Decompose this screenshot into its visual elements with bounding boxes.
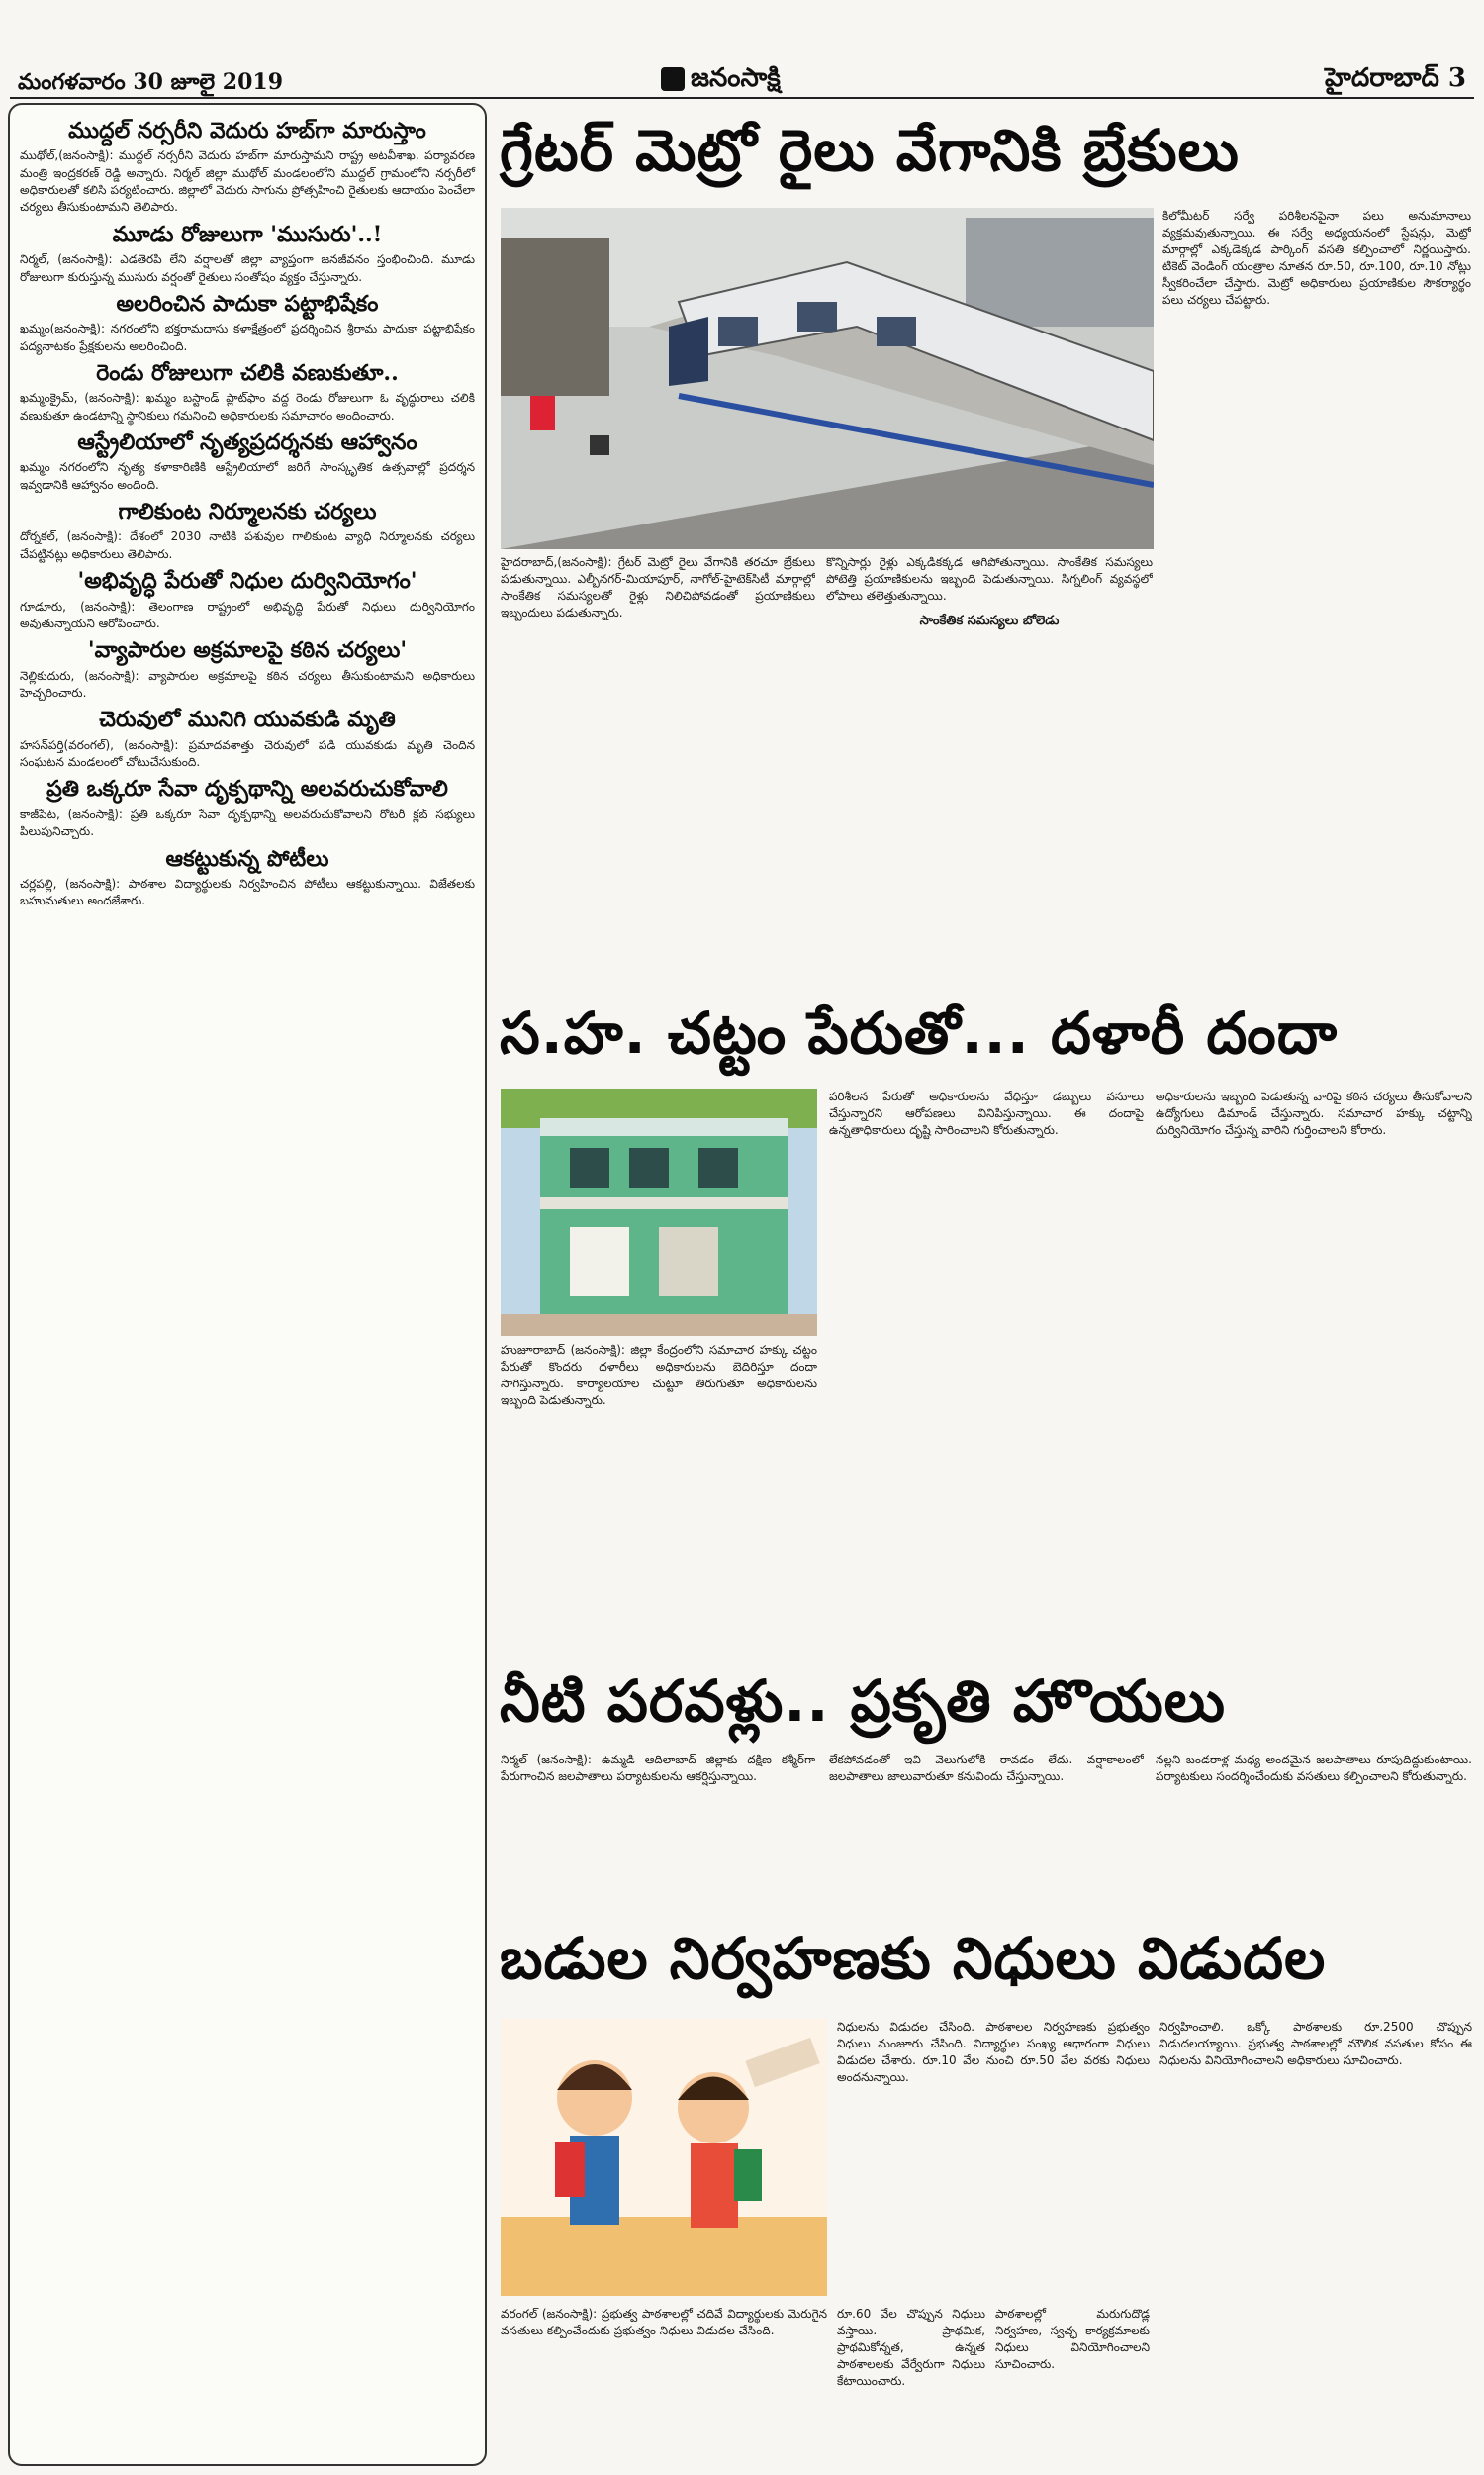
sidebar-article [20,777,475,840]
waterfall-headline: నీటి పరవళ్లు.. ప్రకృతి హొయలు [500,1667,1226,1735]
students-illustration [501,2019,827,2296]
article-body: చర్లపల్లి, (జనంసాక్షి): పాఠశాల విద్యార్థులకు నిర్వహించిన పోటీలు ఆకట్టుకున్నాయి. విజేతలకు బహుమతులు అందజేశారు. [20,876,475,908]
schools-headline: బడుల నిర్వహణకు నిధులు విడుదల [500,1925,1327,1992]
article-headline: ఆస్ట్రేలియాలో నృత్యప్రదర్శనకు ఆహ్వానం [77,429,417,456]
sidebar-article [20,708,475,771]
article-headline: ఆకట్టుకున్న పోటీలు [165,845,329,872]
article-body: దోర్నకల్, (జనంసాక్షి): దేశంలో 2030 నాటికి పశువుల గాలికుంట వ్యాధి నిర్మూలనకు చర్యలు చేపట్టినట్లు అధికారులు తెలిపారు. [20,529,475,561]
article-headline: చెరువులో మునిగి యువకుడి మృతి [99,707,396,733]
sidebar-article [20,361,475,425]
article-headline: మూడు రోజులుగా 'ముసురు'..! [112,221,383,247]
sidebar-article [20,569,475,632]
article-body: ఖమ్మం నగరంలోని నృత్య కళాకారిణికి ఆస్ట్రేలియాలో జరిగే సాంస్కృతిక ఉత్సవాల్లో ప్రదర్శన ఇవ్వడానికి ఆహ్వానం అందింది. [20,460,475,492]
newspaper-logo [661,63,781,99]
logo-icon [661,67,685,91]
waterfall-body-middle: లేకపోవడంతో ఇవి వెలుగులోకి రావడం లేదు. వర్షాకాలంలో జలపాతాలు జాలువారుతూ కనువిందు చేస్తున్నాయి. [829,1753,1144,1784]
metro-subhead: సాంకేతిక సమస్యలు బోలెడు [919,614,1060,629]
waterfall-body-right: నల్లని బండరాళ్ల మధ్య అందమైన జలపాతాలు రూపుదిద్దుకుంటాయి. పర్యాటకులు సందర్శించేందుకు వసతులు కల్పించాలని కోరుతున్నారు. [1156,1753,1472,1784]
sidebar-article [20,119,475,217]
sidebar-article [20,292,475,355]
metro-body-middle [826,554,1153,980]
article-headline: ముద్దల్ నర్సరీని వెదురు హబ్‌గా మారుస్తాం [68,118,426,143]
schools-body-b: నిర్వహించాలి. ఒక్కో పాఠశాలకు రూ.2500 చొప్పున విడుదలయ్యాయి. ప్రభుత్వ పాఠశాలల్లో మౌలిక వసతుల కోసం ఈ నిధులను వినియోగించాలని అధికారులు సూచించారు. [1159,2020,1472,2068]
article-headline: ప్రతి ఒక్కరూ సేవా దృక్పథాన్ని అలవరుచుకోవాలి [46,776,448,803]
schools-body-a: నిధులను విడుదల చేసింది. పాఠశాలల నిర్వహణకు ప్రభుత్వం నిధులు మంజూరు చేసింది. విద్యార్థుల సంఖ్య ఆధారంగా నిధులు విడుదల చేశారు. రూ.10 వేల నుంచి రూ.50 వేల వరకు నిధులు అందనున్నాయి. [837,2020,1150,2085]
dalari-body-middle: పరిశీలన పేరుతో అధికారులను వేధిస్తూ డబ్బులు వసూలు చేస్తున్నారని ఆరోపణలు వినిపిస్తున్నాయి. ఈ దందాపై ఉన్నతాధికారులు దృష్టి సారించాలని కోరుతున్నారు. [829,1090,1144,1138]
sidebar-article [20,847,475,910]
article-body: ఖమ్మం(జనంసాక్షి): నగరంలోని భక్తరామదాసు కళాక్షేత్రంలో ప్రదర్శించిన శ్రీరామ పాదుకా పట్టాభిషేకం పద్యనాటకం ప్రేక్షకులను అలరించింది. [20,322,475,353]
left-news-column [8,103,487,2466]
sidebar-article [20,430,475,494]
newspaper-name: జనంసాక్షి [691,63,781,93]
article-body: నిర్మల్, (జనంసాక్షి): ఎడతెరపి లేని వర్షాలతో జిల్లా వ్యాప్తంగా జనజీవనం స్తంభించింది. మూడు రోజులుగా కురుస్తున్న ముసురు వర్షంతో రైతులు సంతోషం వ్యక్తం చేస్తున్నారు. [20,252,475,284]
page-location: హైదరాబాద్ 3 [1325,63,1466,93]
metro-body-left: హైదరాబాద్,(జనంసాక్షి): గ్రేటర్ మెట్రో రైలు వేగానికి తరచూ బ్రేకులు పడుతున్నాయి. ఎల్బీనగర్-మియాపూర్, నాగోల్-హైటెక్‌సిటీ మార్గాల్లో సాంకేతిక సమస్యలతో రైళ్లు నిలిచిపోవడంతో ప్రయాణికులు ఇబ్బందులు పడుతున్నారు. [501,555,815,620]
masthead-divider [10,97,1474,99]
sidebar-article [20,500,475,563]
article-body: నెల్లికుదురు, (జనంసాక్షి): వ్యాపారుల అక్రమాలపై కఠిన చర్యలు తీసుకుంటామని అధికారులు హెచ్చరించారు. [20,668,475,701]
article-body: హసన్‌పర్తి(వరంగల్), (జనంసాక్షి): ప్రమాదవశాత్తు చెరువులో పడి యువకుడు మృతి చెందిన సంఘటన మండలంలో చోటుచేసుకుంది. [20,737,475,770]
article-body: కాజీపేట, (జనంసాక్షి): ప్రతి ఒక్కరూ సేవా దృక్పథాన్ని అలవరుచుకోవాలని రోటరీ క్లబ్ సభ్యులు పిలుపునిచ్చారు. [20,807,475,839]
dalari-body-under-photo: హుజూరాబాద్ (జనంసాక్షి): జిల్లా కేంద్రంలోని సమాచార హక్కు చట్టం పేరుతో కొందరు దళారీలు అధికారులను బెదిరిస్తూ దందా సాగిస్తున్నారు. కార్యాలయాల చుట్టూ తిరుగుతూ అధికారులను ఇబ్బంది పెడుతున్నారు. [501,1343,817,1408]
article-headline: రెండు రోజులుగా చలికి వణుకుతూ.. [96,360,399,387]
schools-body-d: రూ.60 వేల చొప్పున నిధులు వస్తాయి. ప్రాథమిక, ప్రాథమికోన్నత, ఉన్నత పాఠశాలలకు వేర్వేరుగా నిధులు కేటాయించారు. [837,2307,985,2389]
dalari-body-right: అధికారులను ఇబ్బంది పెడుతున్న వారిపై కఠిన చర్యలు తీసుకోవాలని ఉద్యోగులు డిమాండ్ చేస్తున్నారు. సమాచార హక్కు చట్టాన్ని దుర్వినియోగం చేస్తున్న వారిని గుర్తించాలని కోరారు. [1156,1090,1472,1138]
metro-body-middle-text: కొన్నిసార్లు రైళ్లు ఎక్కడికక్కడ ఆగిపోతున్నాయి. సాంకేతిక సమస్యలు పోటెత్తి ప్రయాణికులను ఇబ్బంది పెడుతున్నాయి. సిగ్నలింగ్ వ్యవస్థలో లోపాలు తలెత్తుతున్నాయి. [826,555,1153,604]
article-headline: అలరించిన పాదుకా పట్టాభిషేకం [116,290,379,317]
schools-body-e: పాఠశాలల్లో మరుగుదొడ్ల నిర్వహణ, స్వచ్ఛ కార్యక్రమాలకు నిధులు వినియోగించాలని సూచించారు. [995,2307,1150,2372]
article-headline: గాలికుంట నిర్మూలనకు చర్యలు [118,499,377,525]
issue-date: మంగళవారం 30 జూలై 2019 [18,69,284,95]
article-body: ఖమ్మంక్రైమ్, (జనంసాక్షి): ఖమ్మం బస్టాండ్ ప్లాట్‌ఫాం వద్ద రెండు రోజులుగా ఓ వృద్ధురాలు చలికి వణుకుతూ ఉండటాన్ని స్థానికులు గమనించి అధికారులకు సమాచారం అందించారు. [20,391,475,423]
article-headline: 'వ్యాపారుల అక్రమాలపై కఠిన చర్యలు' [87,637,408,664]
schools-body-c: వరంగల్ (జనంసాక్షి): ప్రభుత్వ పాఠశాలల్లో చదివే విద్యార్థులకు మెరుగైన వసతులు కల్పించేందుకు ప్రభుత్వం నిధులు విడుదల చేసింది. [501,2307,827,2338]
article-headline: 'అభివృద్ధి పేరుతో నిధుల దుర్వినియోగం' [77,568,417,595]
metro-train-photo [501,208,1154,549]
metro-body-right: కిలోమీటర్ సర్వే పరిశీలనపైనా పలు అనుమానాలు వ్యక్తమవుతున్నాయి. ఈ సర్వే అధ్యయనంలో స్టేషన్లు, మెట్రో మార్గాల్లో ఎక్కడెక్కడ పార్కింగ్ వసతి కల్పించాలో నిర్ణయిస్తారు. టికెట్ వెండింగ్ యంత్రాల నూతన రూ.50, రూ.100, రూ.10 నోట్లు స్వీకరించేలా చేస్తారు. మెట్రో అధికారులు ప్రయాణికుల సౌకర్యార్థం పలు చర్యలు చేపట్టారు. [1162,209,1471,308]
dalari-headline: స.హ. చట్టం పేరుతో... దళారీ దందా [500,1000,1339,1067]
waterfall-body-left: నిర్మల్ (జనంసాక్షి): ఉమ్మడి ఆదిలాబాద్ జిల్లాకు దక్షిణ కశ్మీర్‌గా పేరుగాంచిన జలపాతాలు పర్యాటకులను ఆకర్షిస్తున్నాయి. [501,1753,815,1784]
metro-headline: గ్రేటర్ మెట్రో రైలు వేగానికి బ్రేకులు [500,117,1240,184]
article-body: ముథోల్,(జనంసాక్షి): ముద్దల్ నర్సరీని వెదురు హబ్‌గా మారుస్తామని రాష్ట్ర అటవీశాఖ, పర్యావరణ మంత్రి ఇంద్రకరణ్ రెడ్డి అన్నారు. నిర్మల్ జిల్లా ముథోల్ మండలంలోని ముద్దల్ గ్రామంలోని నర్సరీలో అధికారులతో కలిసి పర్యటించారు. జిల్లాలో వెదురు సాగును ప్రోత్సహించి రైతులకు ఆదాయం పెంచేలా చర్యలు తీసుకుంటామని తెలిపారు. [20,148,475,215]
article-body: గూడూరు, (జనంసాక్షి): తెలంగాణ రాష్ట్రంలో అభివృద్ధి పేరుతో నిధులు దుర్వినియోగం అవుతున్నాయని ఆరోపించారు. [20,599,475,630]
masthead [0,0,1484,99]
building-photo [501,1089,817,1336]
sidebar-article [20,223,475,286]
sidebar-article [20,638,475,702]
